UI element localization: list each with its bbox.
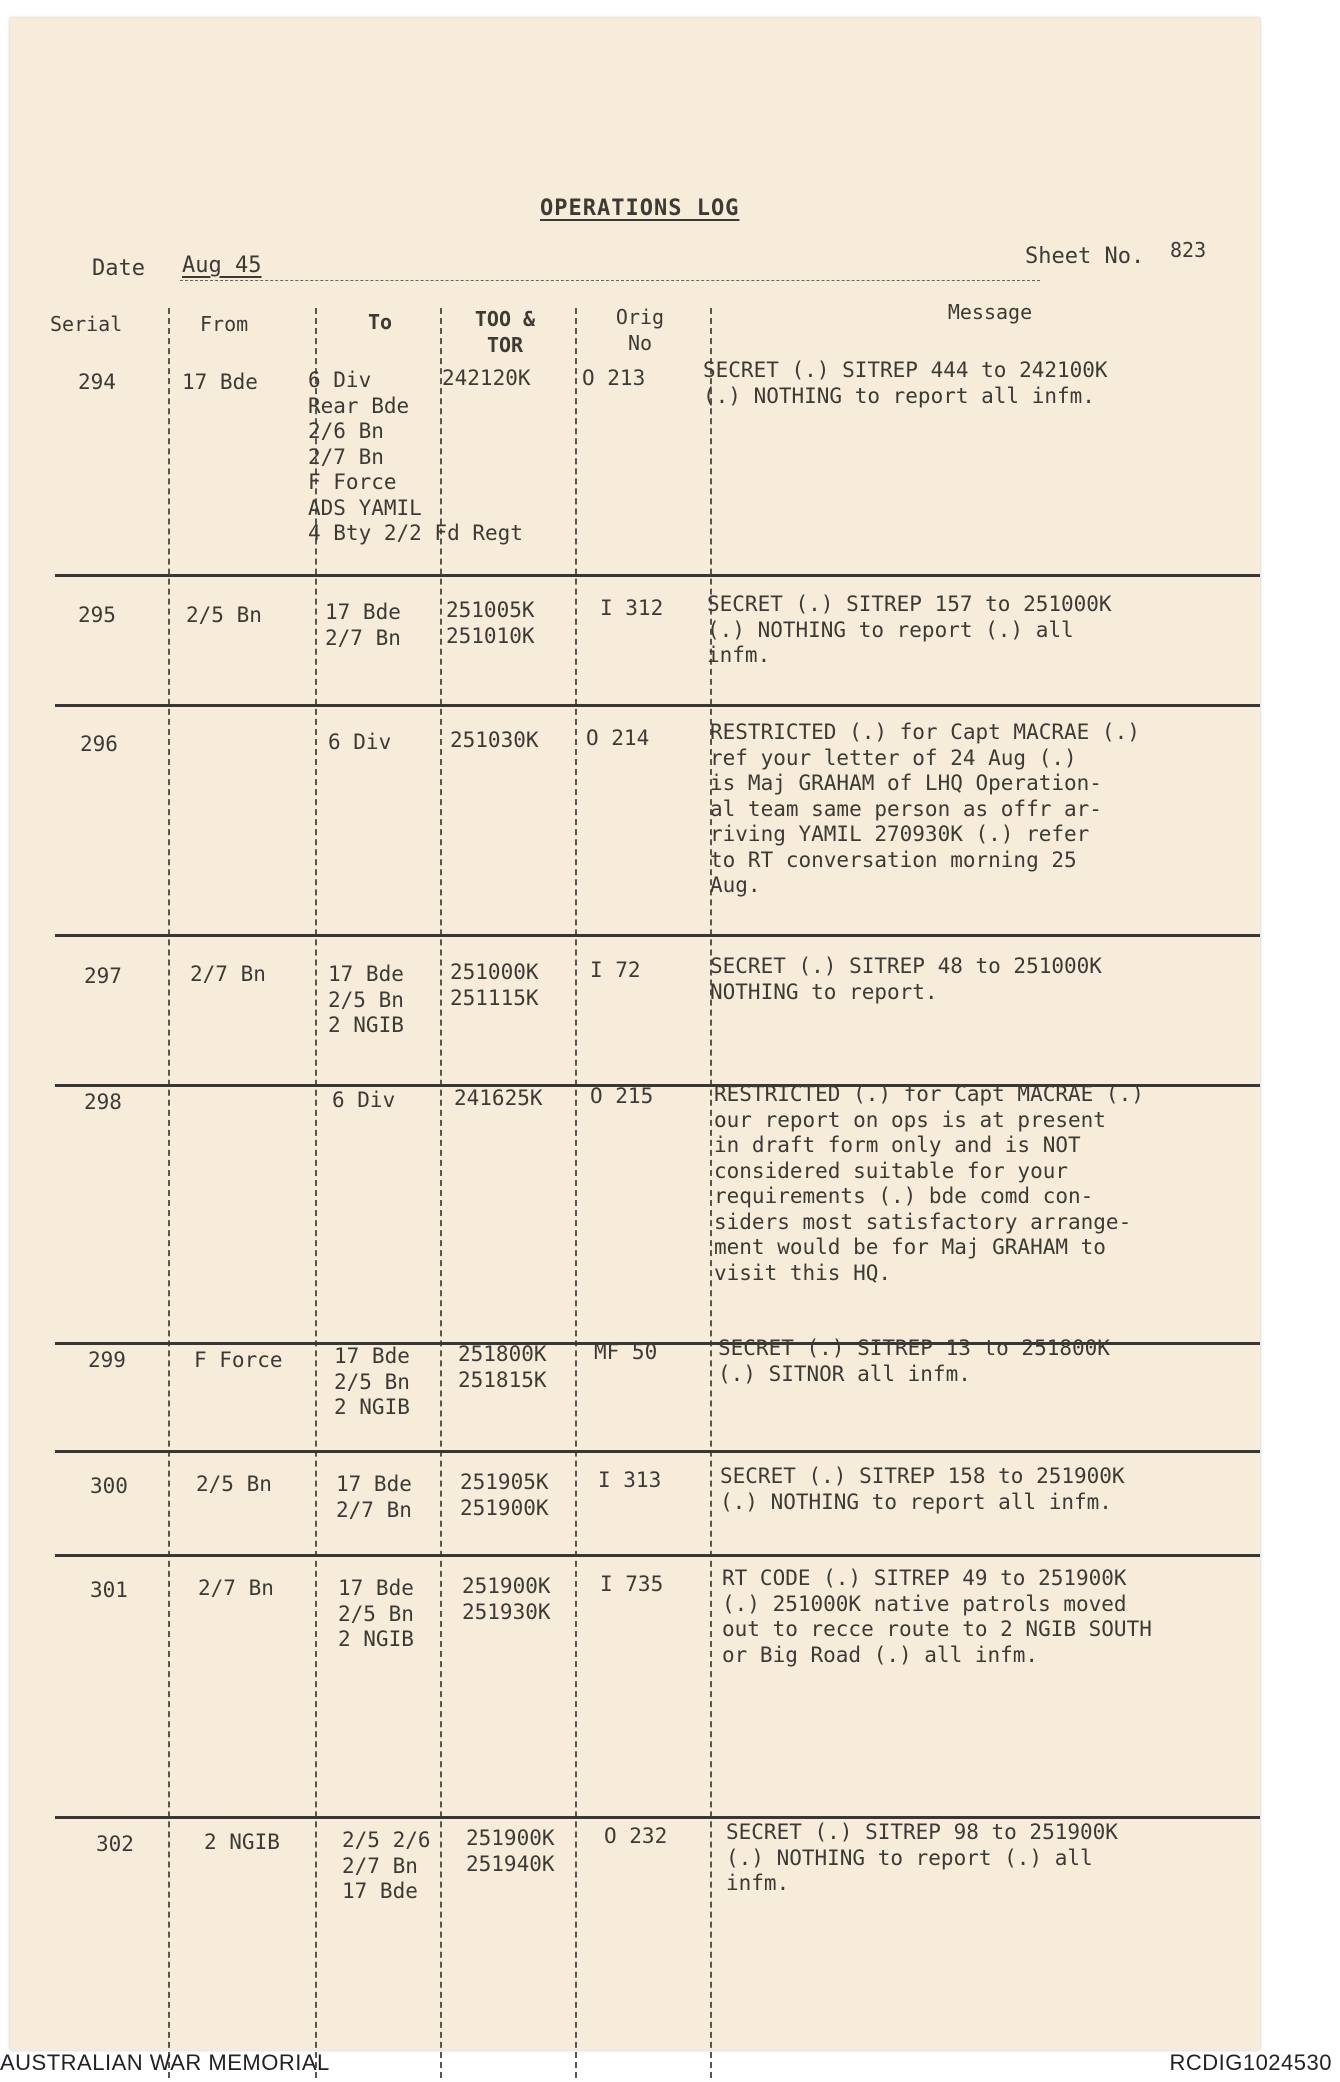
row-298-to: 6 Div — [332, 1088, 396, 1112]
header-too-line1: TOO & — [474, 307, 536, 331]
page-title: OPERATIONS LOG — [540, 196, 740, 221]
sheet-number-value: 823 — [1170, 238, 1207, 262]
row-301-orig: I 735 — [600, 1572, 664, 1596]
row-302-from: 2 NGIB — [204, 1830, 280, 1854]
row-301-from: 2/7 Bn — [198, 1576, 274, 1600]
row-300-to: 17 Bde 2/7 Bn — [336, 1472, 412, 1522]
row-rule — [55, 934, 1260, 937]
row-295-message: SECRET (.) SITREP 157 to 251000K (.) NOTHING to report (.) all infm. — [707, 592, 1112, 667]
row-294-orig: O 213 — [582, 366, 646, 390]
row-301-serial: 301 — [90, 1578, 128, 1602]
row-301-to: 17 Bde 2/5 Bn 2 NGIB — [338, 1576, 414, 1651]
row-295-too: 251005K 251010K — [446, 598, 535, 648]
row-300-orig: I 313 — [598, 1468, 662, 1492]
row-299-to: 17 Bde 2/5 Bn 2 NGIB — [334, 1344, 410, 1419]
row-297-from: 2/7 Bn — [190, 962, 266, 986]
row-302-to: 2/5 2/6 2/7 Bn 17 Bde — [342, 1828, 431, 1903]
row-302-message: SECRET (.) SITREP 98 to 251900K (.) NOTHING to report (.) all infm. — [726, 1820, 1118, 1895]
row-302-serial: 302 — [96, 1832, 134, 1856]
row-297-serial: 297 — [84, 964, 122, 988]
row-295-serial: 295 — [78, 603, 116, 627]
row-rule — [55, 1816, 1260, 1819]
row-294-from: 17 Bde — [182, 370, 258, 394]
footer-record-id: RCDIG1024530 — [1169, 2050, 1332, 2075]
header-serial: Serial — [50, 312, 123, 336]
row-300-too: 251905K 251900K — [460, 1470, 549, 1520]
row-300-message: SECRET (.) SITREP 158 to 251900K (.) NOTHING to report all infm. — [720, 1464, 1125, 1514]
footer-archive-name: AUSTRALIAN WAR MEMORIAL — [0, 2050, 330, 2075]
row-rule — [55, 1450, 1260, 1453]
row-299-orig: MF 50 — [594, 1340, 658, 1364]
row-302-orig: O 232 — [604, 1824, 668, 1848]
row-294-too: 242120K — [442, 366, 531, 390]
sheet-number-label: Sheet No. — [1025, 244, 1145, 269]
header-orig-line2: No — [627, 331, 653, 355]
row-rule — [55, 704, 1260, 707]
row-296-serial: 296 — [80, 732, 118, 756]
row-301-message: RT CODE (.) SITREP 49 to 251900K (.) 251000K native patrols moved out to recce route to 2 NGIB SOUTH or Big Road (.) all infm. — [722, 1566, 1152, 1667]
row-302-too: 251900K 251940K — [466, 1826, 555, 1876]
row-296-orig: O 214 — [586, 726, 650, 750]
row-299-message: SECRET (.) SITREP 13 to 251800K (.) SITNOR all infm. — [718, 1336, 1110, 1386]
row-299-too: 251800K 251815K — [458, 1342, 547, 1392]
row-297-message: SECRET (.) SITREP 48 to 251000K NOTHING to report. — [710, 954, 1102, 1004]
row-rule — [55, 574, 1260, 577]
row-297-to: 17 Bde 2/5 Bn 2 NGIB — [328, 962, 404, 1037]
row-296-too: 251030K — [450, 728, 539, 752]
row-299-serial: 299 — [88, 1348, 126, 1372]
date-label: Date — [92, 256, 145, 281]
row-294-serial: 294 — [78, 370, 116, 394]
header-too-tor — [450, 306, 560, 358]
row-298-orig: O 215 — [590, 1084, 654, 1108]
row-294-message: SECRET (.) SITREP 444 to 242100K (.) NOTHING to report all infm. — [703, 358, 1108, 408]
header-to: To — [367, 310, 393, 334]
date-value: Aug 45 — [182, 253, 262, 278]
log-sheet — [10, 18, 1260, 2050]
date-rule — [180, 280, 1040, 281]
row-294-to: 6 Div Rear Bde 2/6 Bn 2/7 Bn F Force ADS YAMIL 4 Bty 2/2 Fd Regt — [308, 368, 523, 545]
row-297-too: 251000K 251115K — [450, 960, 539, 1010]
row-295-orig: I 312 — [600, 596, 664, 620]
row-296-to: 6 Div — [328, 730, 392, 754]
header-message: Message — [947, 300, 1033, 324]
row-296-message: RESTRICTED (.) for Capt MACRAE (.) ref your letter of 24 Aug (.) is Maj GRAHAM of LHQ Operation- al team same person as offr ar- riving YAMIL 270930K (.) refer to RT conversation morning 25 Aug. — [710, 720, 1140, 897]
row-300-serial: 300 — [90, 1474, 128, 1498]
row-300-from: 2/5 Bn — [196, 1472, 272, 1496]
header-orig-line1: Orig — [615, 305, 665, 329]
row-297-orig: I 72 — [590, 958, 641, 982]
header-too-line2: TOR — [486, 333, 524, 357]
row-301-too: 251900K 251930K — [462, 1574, 551, 1624]
header-orig-no — [595, 304, 685, 356]
row-rule — [55, 1554, 1260, 1557]
row-298-serial: 298 — [84, 1090, 122, 1114]
row-299-from: F Force — [194, 1348, 283, 1372]
row-298-message: RESTRICTED (.) for Capt MACRAE (.) our report on ops is at present in draft form only and is NOT considered suitable for your requirements (.) bde comd con- siders most satisfactory arrange- ment would be for Maj GRAHAM to visit this HQ. — [714, 1082, 1144, 1285]
row-298-too: 241625K — [454, 1086, 543, 1110]
header-from: From — [200, 312, 249, 336]
row-295-to: 17 Bde 2/7 Bn — [325, 600, 401, 650]
row-295-from: 2/5 Bn — [186, 603, 262, 627]
